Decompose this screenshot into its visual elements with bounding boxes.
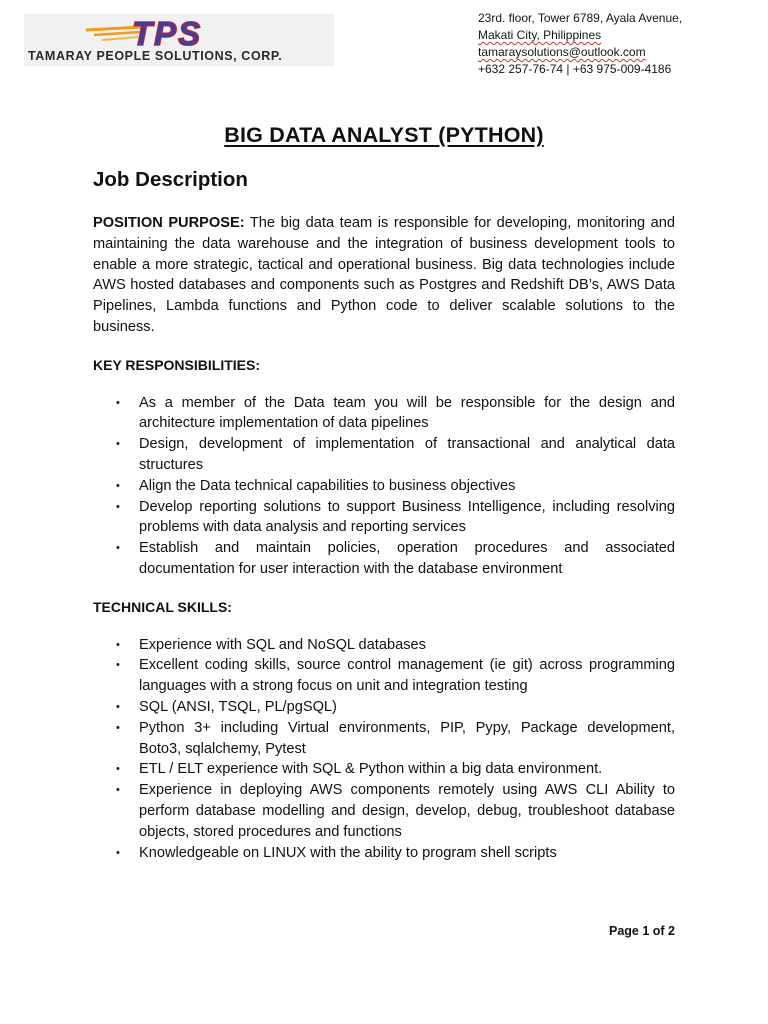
bullet-icon: • [116,438,120,451]
tps-logo-letters: TPS [132,15,203,52]
position-purpose-label: POSITION PURPOSE: [93,215,245,231]
contact-block [478,10,682,78]
bullet-icon: • [116,763,120,776]
position-purpose-text: The big data team is responsible for developing, monitoring and maintaining the data warehouse and the integration of business development tools to enable a more strategic, tactical and operational business. Big data technologies include AWS hosted databases and components such as Postgres and Redshift DB’s, AWS Data Pipelines, Lambda functions and Python code to deliver scalable solutions to the business. [93,215,675,335]
skill-item [93,635,675,656]
address-line-1: 23rd. floor, Tower 6789, Ayala Avenue, [478,11,683,25]
job-title: BIG DATA ANALYST (PYTHON) [224,123,544,147]
address-line-2 [478,27,682,44]
bullet-icon: • [116,721,120,734]
key-responsibilities-heading: KEY RESPONSIBILITIES: [93,356,260,373]
skill-item-text: SQL (ANSI, TSQL, PL/pgSQL) [139,698,337,715]
responsibility-item-text: Develop reporting solutions to support Business Intelligence, including resolving problems with data analysis and reporting services [139,498,675,536]
technical-skills-heading: TECHNICAL SKILLS: [93,598,232,615]
technical-skills-list [93,635,675,864]
skill-item [93,718,675,760]
address-line-2-text: Makati City, Philippines [478,28,602,42]
key-responsibilities-list [93,393,675,580]
email-address [478,44,682,61]
responsibility-item-text: As a member of the Data team you will be responsible for the design and architecture implementation of data pipelines [139,394,675,432]
bullet-icon: • [116,700,120,713]
responsibility-item [93,393,675,435]
document-body [93,213,675,863]
bullet-icon: • [116,396,120,409]
position-purpose-paragraph [93,213,675,338]
responsibility-item [93,476,675,497]
bullet-icon: • [116,479,120,492]
skill-item [93,759,675,780]
skill-item-text: ETL / ELT experience with SQL & Python within a big data environment. [139,761,603,778]
skill-item [93,780,675,842]
bullet-icon: • [116,542,120,555]
section-heading: Job Description [93,168,248,191]
company-name: TAMARAY PEOPLE SOLUTIONS, CORP. [28,49,283,63]
company-logo [24,14,334,66]
skill-item-text: Experience in deploying AWS components remotely using AWS CLI Ability to perform database modelling and design, develop, debug, troubleshoot database objects, stored procedures and functions [139,782,675,840]
skill-item-text: Experience with SQL and NoSQL databases [139,636,426,653]
bullet-icon: • [116,784,120,797]
bullet-icon: • [116,659,120,672]
skill-item [93,843,675,864]
responsibility-item-text: Align the Data technical capabilities to business objectives [139,477,516,494]
page-number: Page 1 of 2 [609,924,675,938]
skill-item [93,655,675,697]
responsibility-item [93,434,675,476]
responsibility-item [93,538,675,580]
bullet-icon: • [116,500,120,513]
responsibility-item-text: Establish and maintain policies, operation procedures and associated documentation for user interaction with the database environment [139,540,675,577]
bullet-icon: • [116,846,120,859]
responsibility-item [93,497,675,539]
email-text: tamaraysolutions@outlook.com [478,45,646,59]
bullet-icon: • [116,638,120,651]
skill-item [93,697,675,718]
responsibility-item-text: Design, development of implementation of transactional and analytical data structures [139,436,675,473]
phone-numbers: +632 257-76-74 | +63 975-009-4186 [478,62,672,76]
skill-item-text: Excellent coding skills, source control management (ie git) across programming languages with a strong focus on unit and integration testing [139,657,675,695]
skill-item-text: Knowledgeable on LINUX with the ability to program shell scripts [139,844,557,861]
skill-item-text: Python 3+ including Virtual environments, PIP, Pypy, Package development, Boto3, sqlalchemy, Pytest [139,719,675,757]
